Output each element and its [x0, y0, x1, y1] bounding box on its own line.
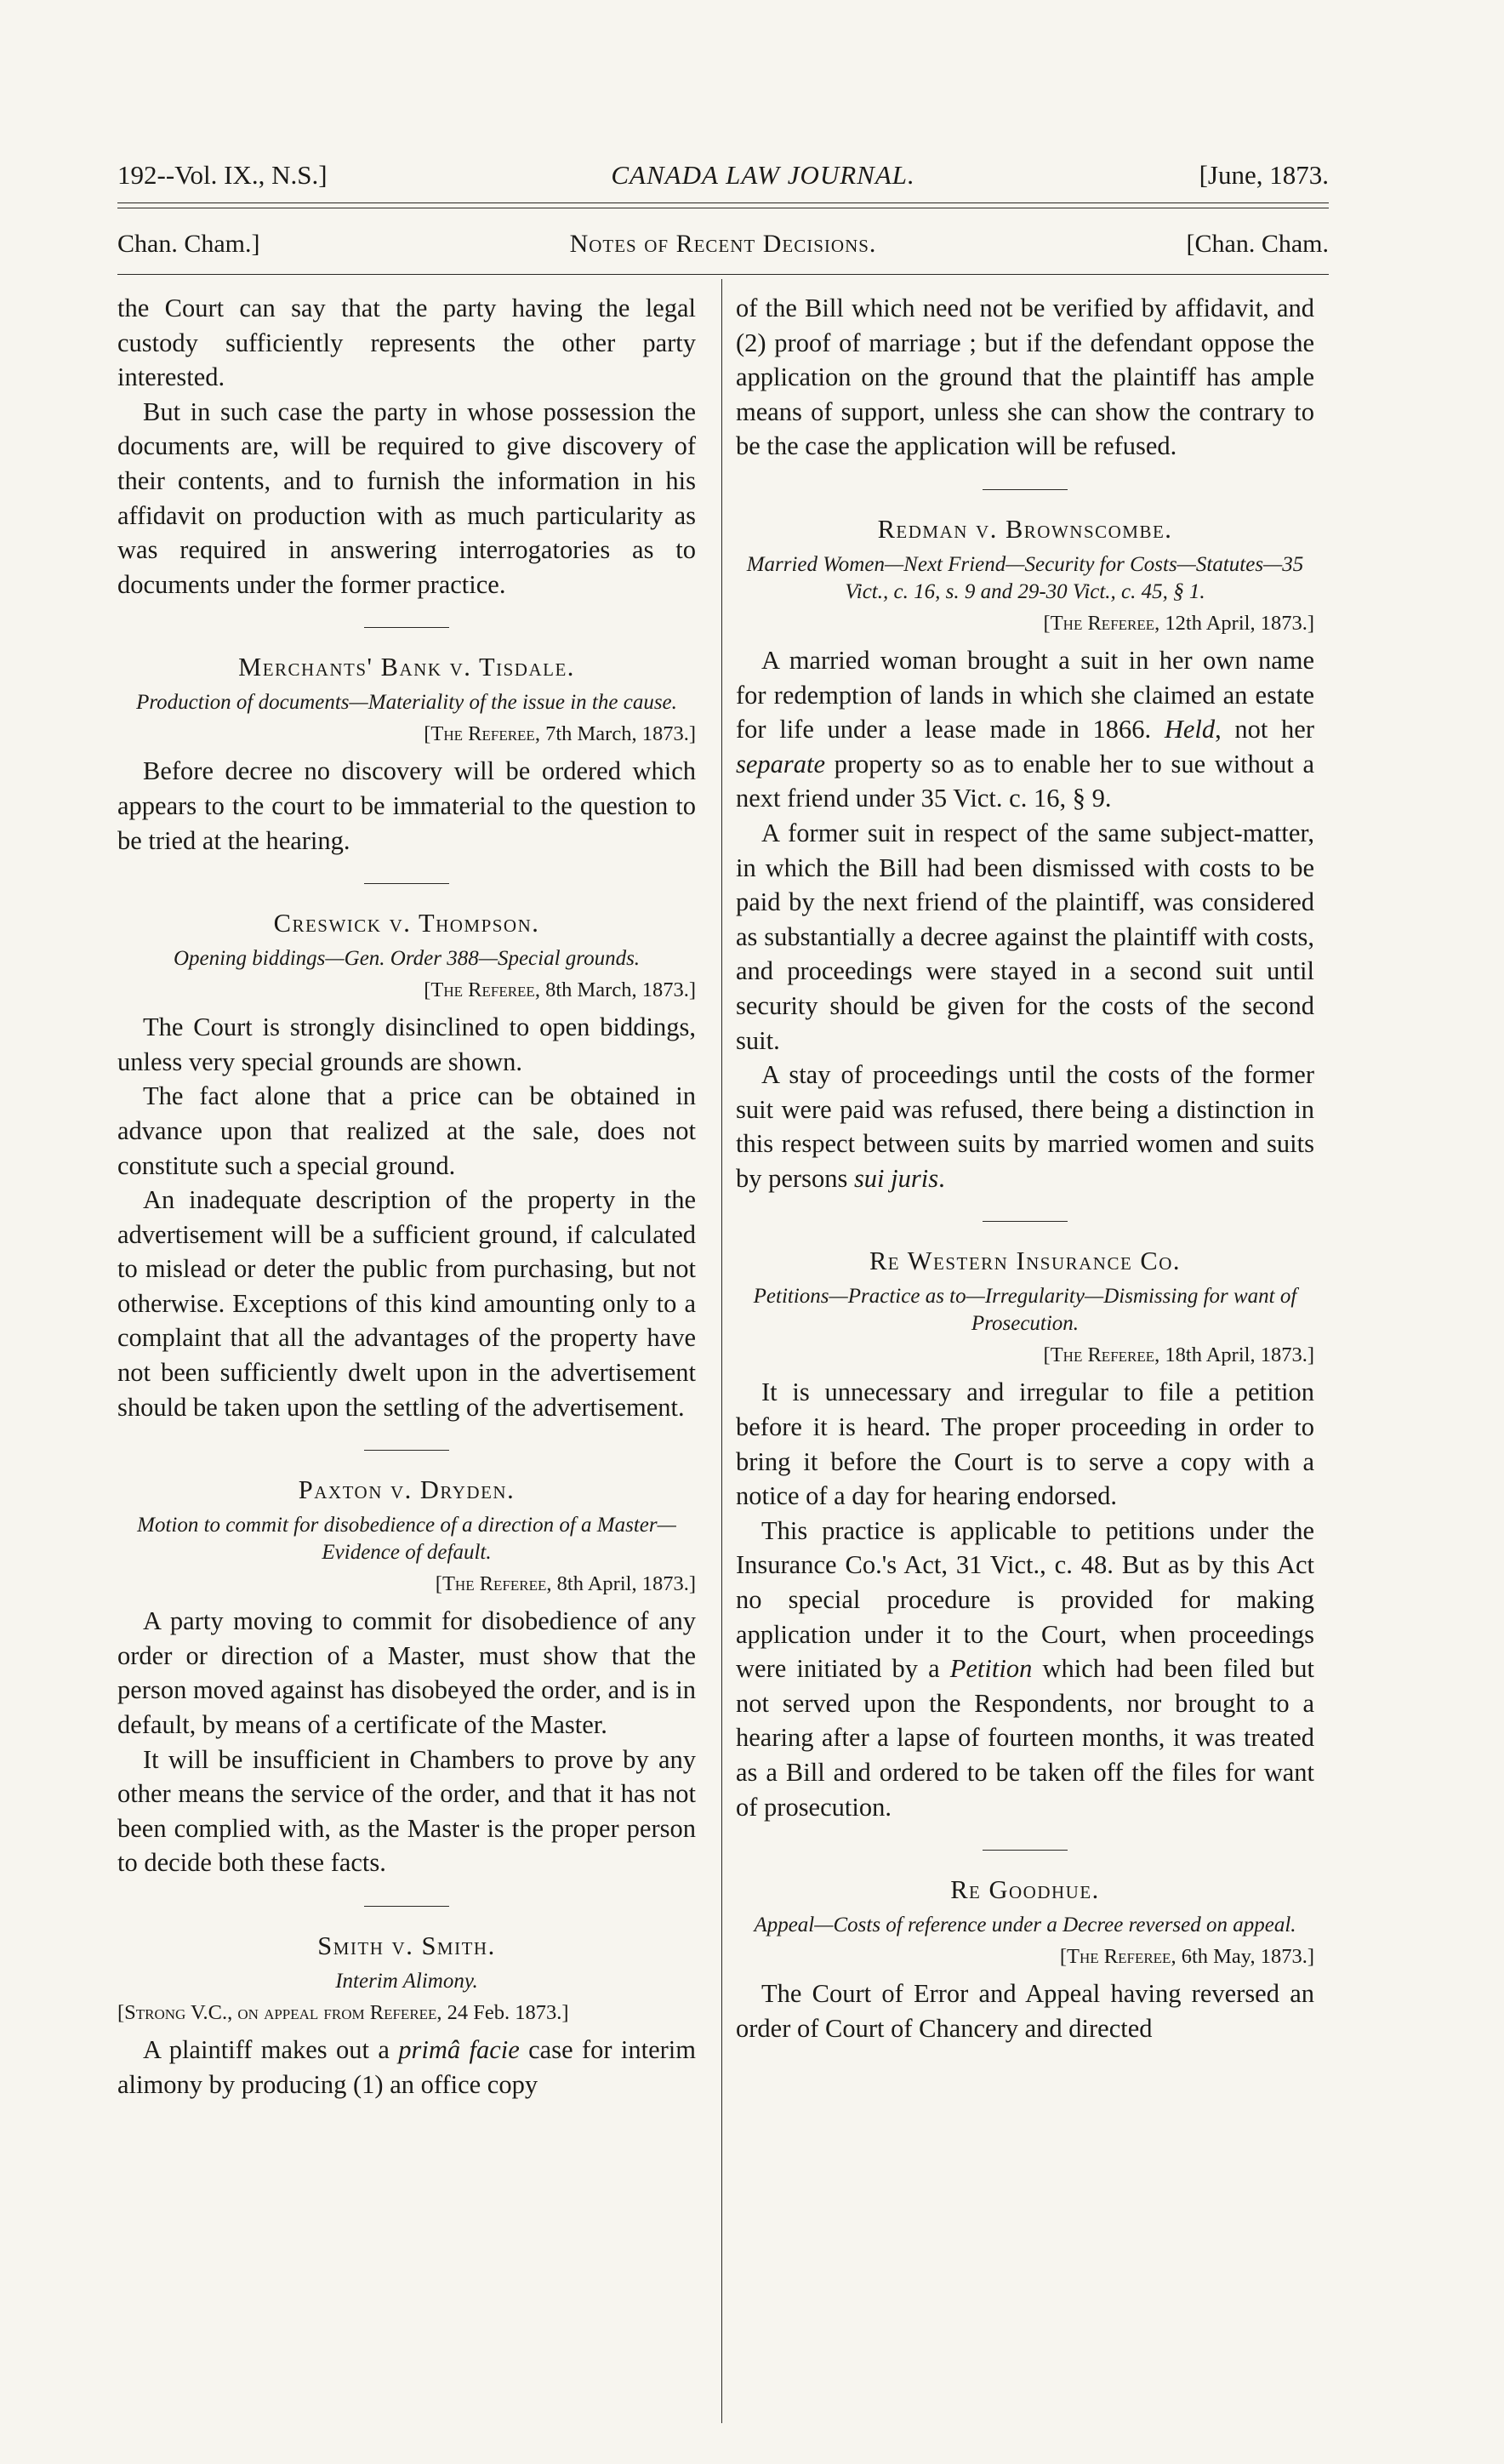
- case-separator: [983, 1221, 1068, 1222]
- citation-date: , 12th April, 1873.]: [1154, 611, 1314, 635]
- case-separator: [364, 1450, 449, 1451]
- text-run: property so as to enable her to sue without a next friend under 35 Vict. c. 16, § 9.: [736, 749, 1314, 813]
- case-re-western-insurance: [736, 1221, 1314, 1824]
- paragraph: The Court of Error and Appeal having reversed an order of Court of Chancery and directed: [736, 1979, 1314, 2043]
- case-re-goodhue: [736, 1850, 1314, 2045]
- paragraph: The Court is strongly disinclined to open biddings, unless very special grounds are shown.: [117, 1012, 696, 1076]
- text-run: .: [938, 1163, 945, 1193]
- case-citation: [The Referee, 6th May, 1873.]: [1059, 1945, 1314, 1969]
- citation-date: , 24 Feb. 1873.]: [436, 2001, 569, 2024]
- case-title: Creswick v. Thompson.: [273, 909, 540, 938]
- case-title: Smith v. Smith.: [317, 1931, 496, 1960]
- case-citation: [The Referee, 8th March, 1873.]: [424, 978, 696, 1002]
- case-citation: [The Referee, 7th March, 1873.]: [424, 722, 696, 746]
- citation-source: The Referee: [1050, 611, 1155, 635]
- citation-date: , 7th March, 1873.]: [534, 722, 696, 746]
- citation-date: , 18th April, 1873.]: [1154, 1343, 1314, 1367]
- case-headnote: Opening biddings—Gen. Order 388—Special grounds.: [173, 947, 641, 971]
- column-divider: [721, 279, 722, 2423]
- case-separator: [364, 883, 449, 884]
- citation-source: Referee: [369, 2001, 437, 2024]
- citation-date: , 8th March, 1873.]: [534, 978, 696, 1002]
- paragraph: [117, 2033, 696, 2102]
- section-title: Notes of Recent Decisions.: [569, 230, 877, 258]
- citation-date: , 8th April, 1873.]: [546, 1572, 696, 1596]
- running-header: [117, 160, 1329, 191]
- section-court-left: Chan. Cham.]: [117, 230, 260, 258]
- case-title: Merchants' Bank v. Tisdale.: [238, 653, 575, 682]
- case-creswick-v-thompson: [117, 883, 696, 1424]
- citation-prefix: [Strong V.C., on appeal from: [117, 2001, 370, 2024]
- header-date: [June, 1873.: [1199, 160, 1329, 190]
- citation-source: The Referee: [1050, 1343, 1155, 1367]
- case-title: Re Western Insurance Co.: [869, 1246, 1182, 1276]
- text-run: A stay of proceedings until the costs of the former suit were paid was refused, there being a distinction in this respect between suits by married women and suits by persons: [736, 1060, 1314, 1193]
- left-column: [117, 291, 696, 2102]
- paragraph: A party moving to commit for disobedience of any order or direction of a Master, must show that the person moved against has disobeyed the order, and is in default, by means of a certificate of the Master.: [117, 1606, 696, 1740]
- case-title: Re Goodhue.: [950, 1875, 1100, 1905]
- paragraph: An inadequate description of the property in the advertisement will be a sufficient ground, if calculated to mislead or deter the public from purchasing, but not otherwise. Exceptions of this kind amounting only to a complaint that all the advantages of the property have not been sufficiently dwelt upon in the advertisement should be taken upon the settling of the advertisement.: [117, 1185, 696, 1422]
- citation-source: The Referee: [430, 722, 535, 746]
- paragraph: [736, 643, 1314, 816]
- italic-term: Petition: [949, 1654, 1033, 1684]
- citation-source: The Referee: [430, 978, 535, 1002]
- text-run: which had been filed but not served upon the Respondents, nor brought to a hearing after a lapse of fourteen months, it was treated as a Bill and ordered to be taken off the files for want of prosecution.: [736, 1654, 1315, 1822]
- case-headnote: Motion to commit for disobedience of a direction of a Master—Evidence of default.: [137, 1514, 676, 1565]
- paragraph: It is unnecessary and irregular to file a petition before it is heard. The proper proceeding in order to bring it before the Court is to serve a copy with a notice of a day for hearing endorsed.: [736, 1377, 1314, 1511]
- case-separator: [983, 489, 1068, 490]
- text-run: This practice is applicable to petitions under the Insurance Co.'s Act, 31 Vict., c. 48. But as by this Act no special procedure is provided for making application under it to the Court, when proceedings were initiated by a: [736, 1515, 1314, 1684]
- citation-date: , 6th May, 1873.]: [1171, 1945, 1314, 1969]
- case-citation: [The Referee, 8th April, 1873.]: [435, 1572, 696, 1596]
- paragraph: [736, 1514, 1314, 1824]
- case-separator: [364, 627, 449, 628]
- text-run: A plaintiff makes out a: [143, 2035, 399, 2064]
- paragraph: of the Bill which need not be verified by affidavit, and (2) proof of marriage ; but if the defendant oppose the application on the ground that the plaintiff has ample means of support, unless she can show the contrary to be the case the application will be refused.: [736, 294, 1314, 461]
- italic-term: Held: [1164, 715, 1216, 744]
- case-citation: [The Referee, 18th April, 1873.]: [1043, 1343, 1314, 1367]
- paragraph: the Court can say that the party having the legal custody sufficiently represents the other party interested.: [117, 294, 696, 392]
- italic-term: sui juris: [853, 1163, 939, 1193]
- case-smith-v-smith: [117, 1906, 696, 2102]
- case-headnote: Interim Alimony.: [335, 1970, 478, 1993]
- header-double-rule: [117, 202, 1329, 208]
- case-title: Redman v. Brownscombe.: [877, 514, 1173, 544]
- citation-source: The Referee: [1067, 1945, 1171, 1969]
- paragraph: A former suit in respect of the same subject-matter, in which the Bill had been dismissed with costs to be paid by the next friend of the plaintiff, was considered as substantially a decree against the plaintiff with costs, and proceedings were stayed in a second suit until security should be given for the costs of the second suit.: [736, 818, 1314, 1055]
- case-citation: [117, 1999, 696, 2028]
- case-separator: [983, 1850, 1068, 1851]
- italic-term: separate: [736, 749, 826, 779]
- case-citation: [The Referee, 12th April, 1873.]: [1043, 611, 1314, 635]
- case-headnote: Production of documents—Materiality of the issue in the cause.: [136, 691, 677, 715]
- case-merchants-bank-v-tisdale: [117, 627, 696, 858]
- paragraph: The fact alone that a price can be obtained in advance upon that realized at the sale, does not constitute such a special ground.: [117, 1081, 696, 1180]
- case-paxton-v-dryden: [117, 1450, 696, 1880]
- text-run: A married woman brought a suit in her own name for redemption of lands in which she claimed an estate for life under a lease made in 1866.: [736, 645, 1314, 744]
- case-redman-v-brownscombe: [736, 489, 1314, 1196]
- paragraph: [736, 1058, 1314, 1195]
- case-headnote: Married Women—Next Friend—Security for Costs—Statutes—35 Vict., c. 16, s. 9 and 29-30 Vict., c. 45, § 1.: [746, 552, 1304, 603]
- text-run: case for interim alimony by producing (1) an office copy: [117, 2035, 696, 2099]
- paragraph: But in such case the party in whose possession the documents are, will be required to give discovery of their contents, and to furnish the information in his affidavit on production with as much particularity as was required in answering interrogatories as to documents under the former practice.: [117, 396, 696, 599]
- text-run: , not her: [1215, 715, 1314, 744]
- case-separator: [364, 1906, 449, 1907]
- case-headnote: Petitions—Practice as to—Irregularity—Dismissing for want of Prosecution.: [753, 1285, 1297, 1336]
- case-headnote: Appeal—Costs of reference under a Decree reversed on appeal.: [754, 1914, 1296, 1937]
- citation-source: The Referee: [442, 1572, 547, 1596]
- italic-term: primâ facie: [398, 2035, 520, 2064]
- case-title: Paxton v. Dryden.: [298, 1475, 516, 1505]
- paragraph: Before decree no discovery will be ordered which appears to the court to be immaterial to the question to be tried at the hearing.: [117, 756, 696, 855]
- journal-title: CANADA LAW JOURNAL.: [611, 160, 915, 190]
- right-column: [736, 291, 1314, 2045]
- section-rule: [117, 274, 1329, 275]
- header-volume: 192--Vol. IX., N.S.]: [117, 160, 328, 190]
- section-court-right: [Chan. Cham.: [1186, 230, 1329, 258]
- section-header: [117, 230, 1329, 259]
- paragraph: It will be insufficient in Chambers to prove by any other means the service of the order, and that it has not been complied with, as the Master is the proper person to decide both these facts.: [117, 1744, 696, 1878]
